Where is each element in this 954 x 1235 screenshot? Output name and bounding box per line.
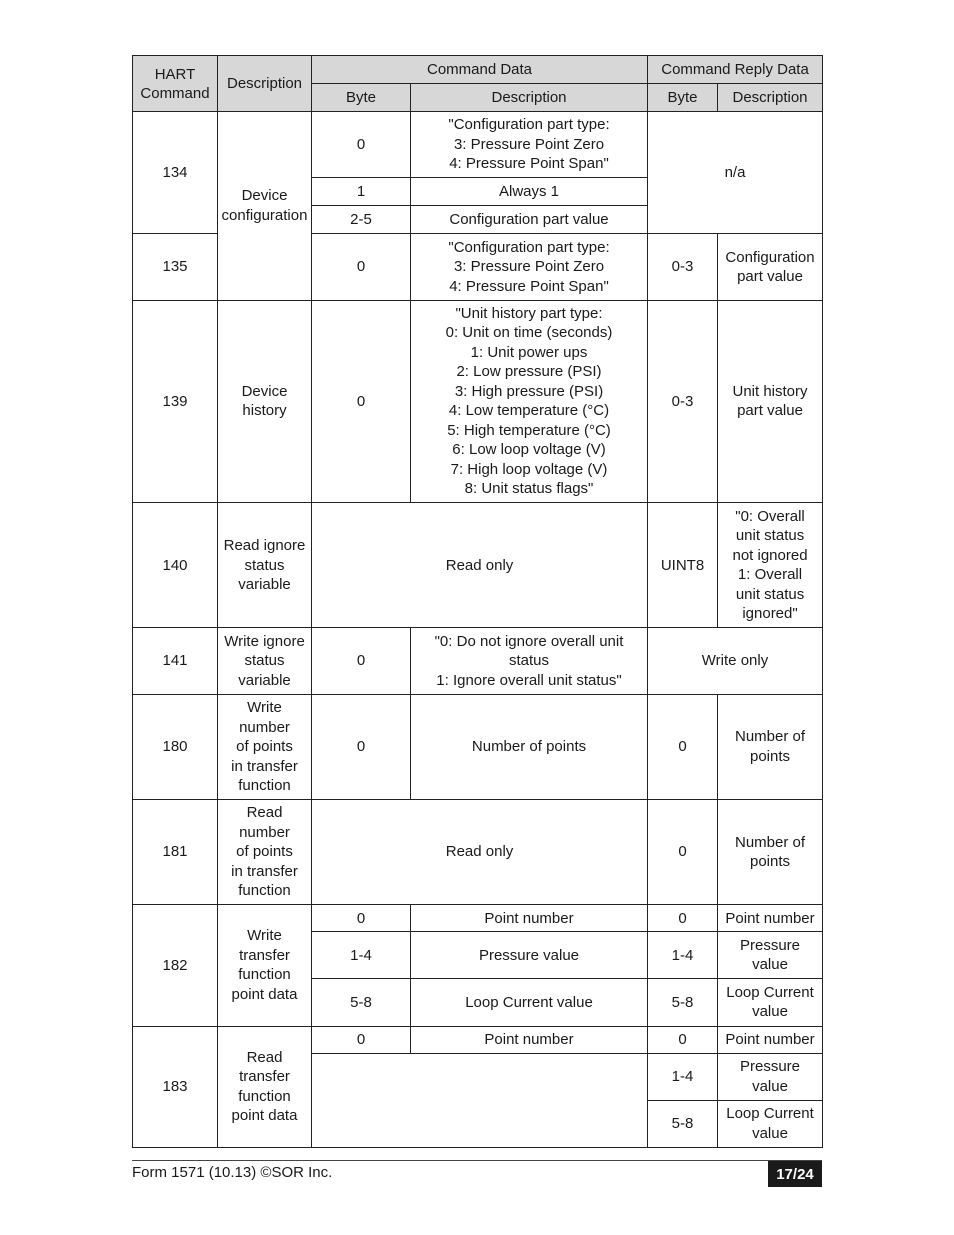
command-data-cell: Read only xyxy=(312,503,648,628)
footer-divider xyxy=(132,1160,822,1161)
reply-description-cell: Loop Current value xyxy=(718,1100,823,1147)
table-row xyxy=(133,905,823,932)
reply-description-cell: Number of points xyxy=(718,799,823,904)
command-number: 139 xyxy=(133,300,218,503)
reply-cell: Write only xyxy=(648,628,823,694)
command-number: 183 xyxy=(133,1026,218,1147)
header-reply-description: Description xyxy=(718,84,823,112)
reply-description-cell: Configuration part value xyxy=(718,234,823,300)
reply-byte-cell: 0 xyxy=(648,1026,718,1053)
reply-byte-cell: 0 xyxy=(648,694,718,799)
command-data-description: "Configuration part type: 3: Pressure Point Zero 4: Pressure Point Span" xyxy=(411,234,648,300)
command-data-cell: Read only xyxy=(312,799,648,904)
byte-cell: 0 xyxy=(312,112,411,178)
command-number: 141 xyxy=(133,628,218,694)
byte-cell: 0 xyxy=(312,300,411,503)
command-data-description: "0: Do not ignore overall unit status 1: Ignore overall unit status" xyxy=(411,628,648,694)
reply-description-cell: Number of points xyxy=(718,694,823,799)
command-data-description: Always 1 xyxy=(411,178,648,206)
byte-cell: 5-8 xyxy=(312,979,411,1026)
reply-description-cell: Pressure value xyxy=(718,1053,823,1100)
byte-cell: 2-5 xyxy=(312,206,411,234)
command-data-description: "Unit history part type: 0: Unit on time (seconds) 1: Unit power ups 2: Low pressure (PSI) 3: High pressure (PSI) 4: Low temperature (°C) 5: High temperature (°C) 6: Low loop voltage (V) 7: High loop voltage (V) 8: Unit status flags" xyxy=(411,300,648,503)
command-number: 181 xyxy=(133,799,218,904)
hart-command-table xyxy=(132,55,823,1148)
byte-cell: 1-4 xyxy=(312,932,411,979)
command-number: 135 xyxy=(133,234,218,300)
command-number: 180 xyxy=(133,694,218,799)
header-hart-command: HART Command xyxy=(133,56,218,112)
command-description: Read transfer function point data xyxy=(218,1026,312,1147)
command-data-description: Configuration part value xyxy=(411,206,648,234)
reply-byte-cell: 0 xyxy=(648,799,718,904)
byte-cell: 0 xyxy=(312,905,411,932)
reply-byte-cell: 1-4 xyxy=(648,1053,718,1100)
command-data-description: Point number xyxy=(411,1026,648,1053)
header-cmd-description: Description xyxy=(411,84,648,112)
header-byte: Byte xyxy=(312,84,411,112)
table-row xyxy=(133,300,823,503)
command-data-description: "Configuration part type: 3: Pressure Point Zero 4: Pressure Point Span" xyxy=(411,112,648,178)
command-data-description: Point number xyxy=(411,905,648,932)
command-description: Write number of points in transfer function xyxy=(218,694,312,799)
reply-description-cell: Pressure value xyxy=(718,932,823,979)
command-data-description: Number of points xyxy=(411,694,648,799)
byte-cell: 0 xyxy=(312,694,411,799)
command-number: 134 xyxy=(133,112,218,234)
reply-byte-cell: 1-4 xyxy=(648,932,718,979)
reply-byte-cell: 5-8 xyxy=(648,979,718,1026)
byte-cell: 0 xyxy=(312,1026,411,1053)
table-row xyxy=(133,503,823,628)
header-row xyxy=(133,56,823,84)
command-data-description: Loop Current value xyxy=(411,979,648,1026)
byte-cell: 1 xyxy=(312,178,411,206)
reply-byte-cell: UINT8 xyxy=(648,503,718,628)
command-description: Device history xyxy=(218,300,312,503)
reply-description-cell: "0: Overall unit status not ignored 1: Overall unit status ignored" xyxy=(718,503,823,628)
command-description: Write transfer function point data xyxy=(218,905,312,1026)
reply-description-cell: Loop Current value xyxy=(718,979,823,1026)
footer-form-text: Form 1571 (10.13) ©SOR Inc. xyxy=(132,1164,333,1181)
reply-byte-cell: 0-3 xyxy=(648,234,718,300)
command-description: Read number of points in transfer function xyxy=(218,799,312,904)
command-description: Device configuration xyxy=(218,112,312,300)
empty-cell xyxy=(312,1053,648,1147)
command-number: 140 xyxy=(133,503,218,628)
header-command-reply-data: Command Reply Data xyxy=(648,56,823,84)
reply-byte-cell: 5-8 xyxy=(648,1100,718,1147)
table-row xyxy=(133,112,823,178)
reply-description-cell: Point number xyxy=(718,1026,823,1053)
table-row xyxy=(133,694,823,799)
byte-cell: 0 xyxy=(312,628,411,694)
header-description: Description xyxy=(218,56,312,112)
byte-cell: 0 xyxy=(312,234,411,300)
page-number-badge: 17/24 xyxy=(768,1161,822,1187)
table-row xyxy=(133,628,823,694)
command-description: Write ignore status variable xyxy=(218,628,312,694)
command-data-description: Pressure value xyxy=(411,932,648,979)
table-row xyxy=(133,799,823,904)
reply-description-cell: Point number xyxy=(718,905,823,932)
command-description: Read ignore status variable xyxy=(218,503,312,628)
command-number: 182 xyxy=(133,905,218,1026)
header-command-data: Command Data xyxy=(312,56,648,84)
reply-byte-cell: 0-3 xyxy=(648,300,718,503)
table-row xyxy=(133,1026,823,1053)
reply-byte-cell: 0 xyxy=(648,905,718,932)
header-reply-byte: Byte xyxy=(648,84,718,112)
reply-description-cell: Unit history part value xyxy=(718,300,823,503)
reply-cell: n/a xyxy=(648,112,823,234)
